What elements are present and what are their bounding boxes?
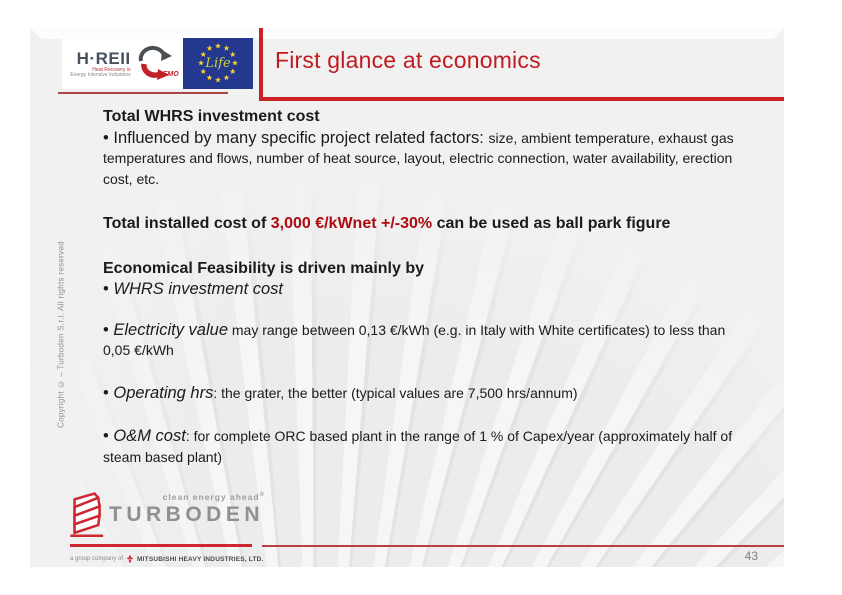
hreii-tagline-2: Energy Intensive Industries [70,71,131,78]
paragraph-1 [103,106,751,128]
paragraph-7 [103,383,751,404]
registered-mark: ® [259,492,265,499]
paragraph-3-segment-1: Total installed cost of [103,215,271,232]
paragraph-8-segment-3: : for complete ORC based plant in the range of 1 % of Capex/year (approximately half of steam based plant) [103,428,733,465]
paragraph-4 [103,258,751,280]
title-left-rule [259,28,263,101]
header-logo-underline [58,92,228,94]
paragraph-5-segment-2: WHRS investment cost [113,280,283,298]
turboden-wordmark: TURBODEN [109,503,264,526]
turboden-underline [70,544,252,547]
paragraph-3-segment-2: 3,000 €/kWnet +/-30% [270,215,433,232]
hreii-swoosh-icon [133,44,179,84]
paragraph-5-segment-1: • [103,280,114,298]
eu-life-flag [183,38,253,89]
turboden-tagline [153,492,265,502]
paragraph-7-segment-2: Operating hrs [113,383,214,402]
hreii-logo [62,38,183,89]
copyright-notice: Copyright © – Turboden S.r.l. All rights reserved [56,241,66,428]
page-title: First glance at economics [275,47,541,73]
life-label: Life [205,56,231,71]
turboden-mark-icon [66,486,106,549]
paragraph-6-segment-2: Electricity value [113,320,228,339]
hreii-name: H·REII [76,48,131,68]
paragraph-2-segment-1: • Influenced by many specific project related factors: [103,128,489,147]
slide-body [103,106,751,467]
group-company-line [70,550,264,568]
paragraph-5 [103,279,751,300]
paragraph-4-segment-1: Economical Feasibility is driven mainly by [103,259,424,277]
group-company-name: MITSUBISHI HEAVY INDUSTRIES, LTD. [137,555,264,563]
paragraph-6 [103,320,751,361]
paragraph-8-segment-2: O&M cost [113,427,186,445]
hreii-logo-text [70,50,130,78]
paragraph-1-segment-1: Total WHRS investment cost [103,108,320,125]
title-bottom-rule [259,97,784,101]
hreii-demo-label: DEMO [157,70,179,78]
hreii-tagline-1: Heat Recovery in [92,66,131,73]
paragraph-2 [103,128,751,190]
paragraph-7-segment-3: : the grater, the better (typical values are 7,500 hrs/annum) [213,384,578,401]
paragraph-3 [103,213,751,235]
page-number: 43 [744,549,758,563]
paragraph-8-segment-1: • [103,427,114,445]
mitsubishi-diamond-icon [126,550,134,568]
slide-canvas [30,28,784,567]
footer-rule [262,545,784,547]
group-prefix: a group company of [70,556,124,562]
tagline-text: clean energy ahead [162,492,260,502]
paragraph-3-segment-3: can be used as ball park figure [432,215,671,232]
paragraph-6-segment-3: may range between 0,13 €/kWh (e.g. in Italy with White certificates) to less than 0,05 €/kWh [103,321,726,358]
paragraph-7-segment-1: • [103,383,114,402]
paragraph-6-segment-1: • [103,320,114,339]
paragraph-8 [103,426,751,467]
paragraph-2-segment-2: size, ambient temperature, exhaust gas temperatures and flows, number of heat source, layout, electric connection, water availability, erection cost, etc. [103,129,734,187]
